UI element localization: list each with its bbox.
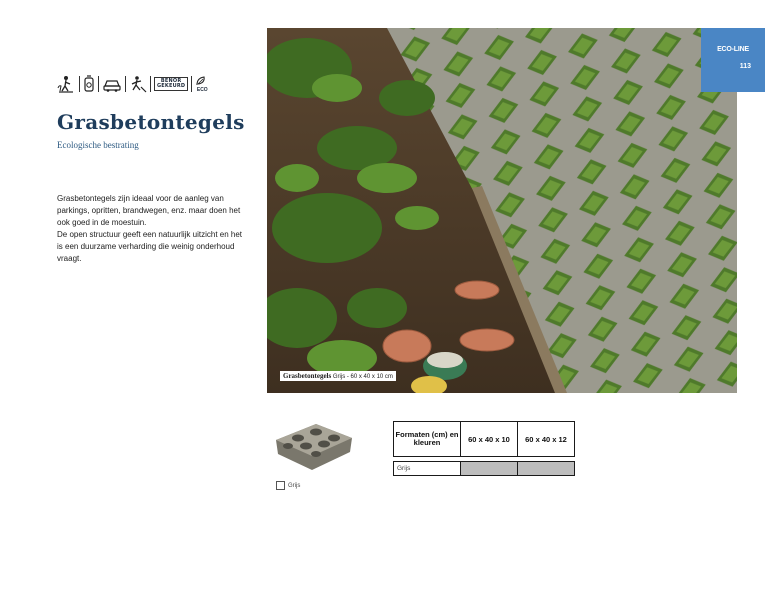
car-icon <box>102 75 122 93</box>
icon-divider <box>191 76 192 92</box>
color-swatch-label: Grijs <box>288 482 301 489</box>
garden-paving-illustration <box>267 28 737 393</box>
icon-divider <box>125 76 126 92</box>
color-swatch-checkbox[interactable] <box>276 481 285 490</box>
product-line-label: ECO-LINE <box>717 46 749 53</box>
description-paragraph: Grasbetontegels zijn ideaal voor de aanleg van parkings, opritten, brandwegen, enz. maar doen het ook goed in de moestuin. <box>57 194 241 227</box>
product-thumbnail <box>272 418 356 474</box>
formats-table <box>393 421 575 476</box>
table-header-label: Formaten (cm) en kleuren <box>394 422 461 457</box>
availability-cell <box>518 462 575 476</box>
description-paragraph: De open structuur geeft een natuurlijk uitzicht en het is een duurzame verharding die weinig onderhoud vraagt. <box>57 230 242 263</box>
photo-caption <box>280 371 396 381</box>
product-photo <box>267 28 737 393</box>
table-row <box>394 462 575 476</box>
product-description <box>57 193 247 265</box>
color-swatch-list <box>276 481 300 490</box>
eco-leaf-icon <box>195 75 209 93</box>
sweeping-person-icon <box>56 75 76 93</box>
benor-line-2: GEKEURD <box>157 83 186 89</box>
eco-label: ECO <box>196 86 208 93</box>
table-header-row <box>394 422 575 457</box>
table-header-size: 60 x 40 x 12 <box>518 422 575 457</box>
page-subtitle: Ecologische bestrating <box>57 140 139 150</box>
walking-person-icon <box>129 75 147 93</box>
caption-product-name: Grasbetontegels <box>283 372 332 380</box>
icon-divider <box>79 76 80 92</box>
row-color-label: Grijs <box>394 462 461 476</box>
availability-cell <box>461 462 518 476</box>
icon-divider <box>150 76 151 92</box>
grass-paver-block-image <box>272 418 356 474</box>
benor-line-1: BENOR <box>160 78 182 84</box>
caption-detail: Grijs - 60 x 40 x 10 cm <box>332 374 393 380</box>
page-title: Grasbetontegels <box>57 110 245 134</box>
section-tab <box>701 28 765 92</box>
benor-certification-badge <box>154 75 188 93</box>
icon-divider <box>98 76 99 92</box>
barrel-icon <box>83 75 95 93</box>
table-header-size: 60 x 40 x 10 <box>461 422 518 457</box>
page-number: 113 <box>739 63 751 70</box>
usage-icons <box>56 74 209 94</box>
